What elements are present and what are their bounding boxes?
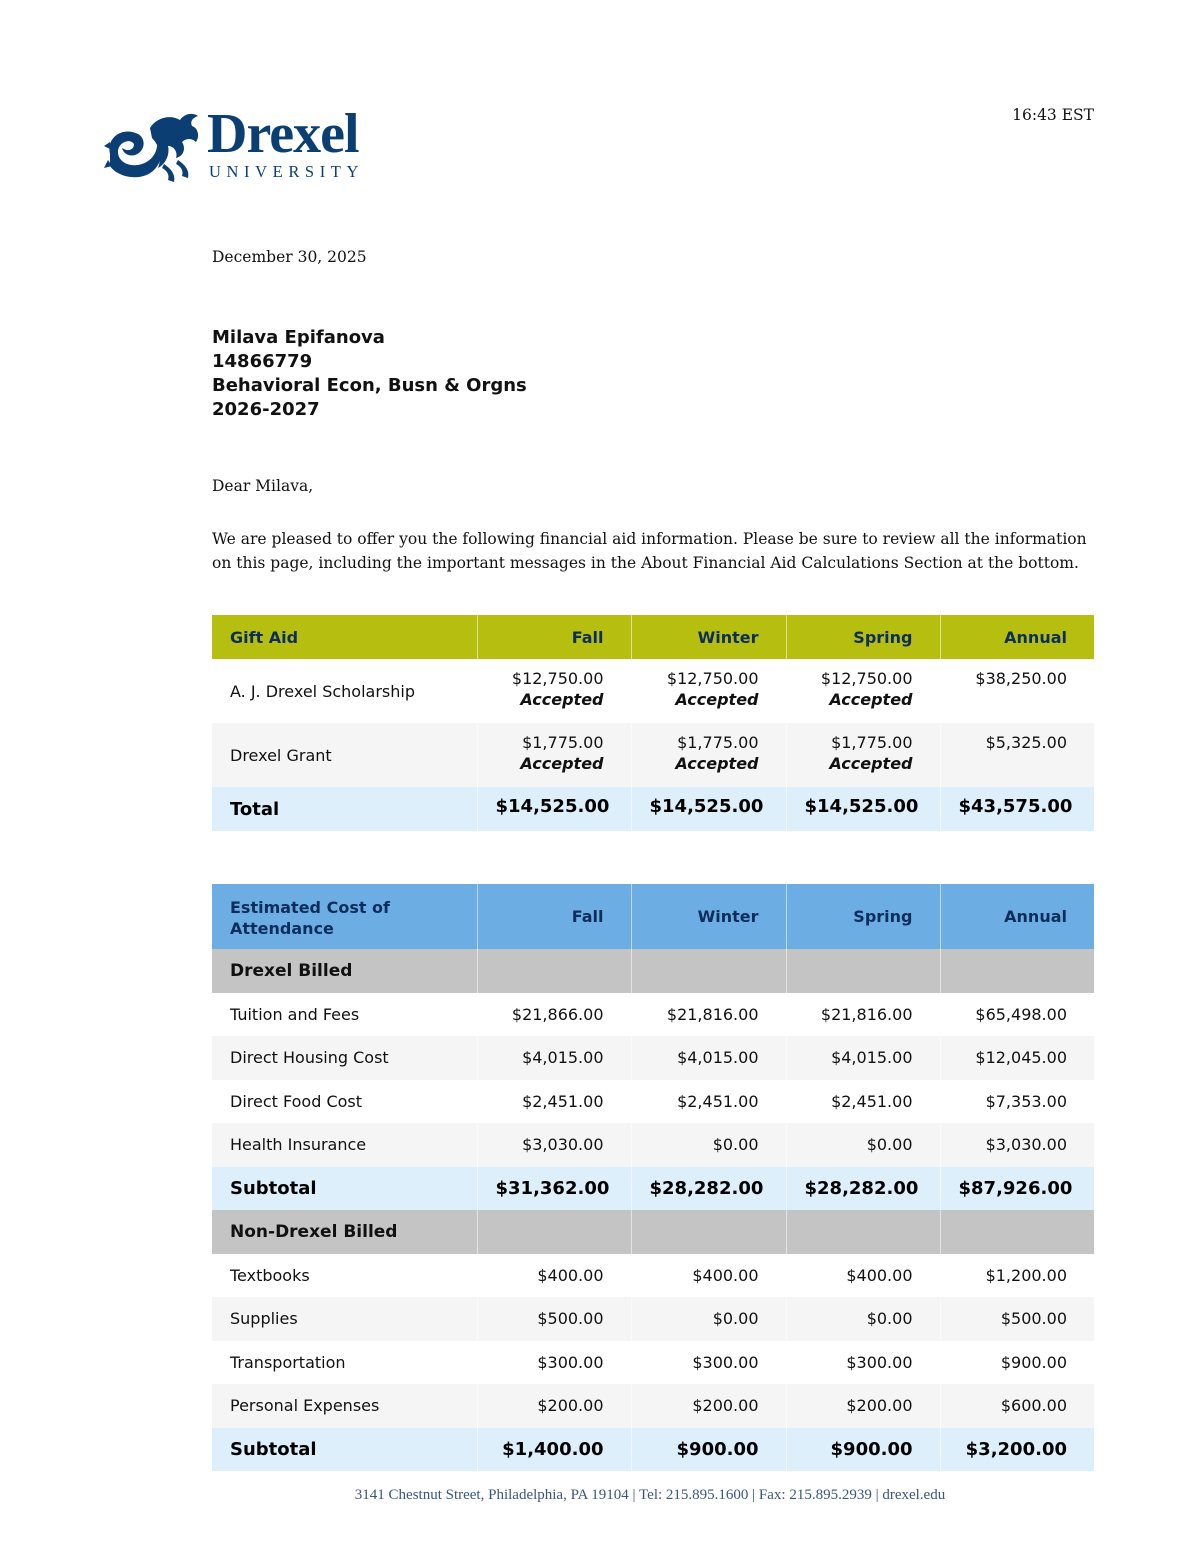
- winter-cell: $300.00: [631, 1341, 786, 1385]
- table-row: [212, 1341, 1094, 1385]
- annual-cell: $3,030.00: [985, 1135, 1067, 1155]
- winter-cell: [631, 659, 786, 723]
- subtotal-annual: $87,926.00: [958, 1177, 1073, 1199]
- student-id: 14866779: [212, 351, 313, 372]
- logo-subtext: UNIVERSITY: [209, 162, 364, 181]
- subtotal-winter: $28,282.00: [631, 1167, 786, 1211]
- spring-cell: $0.00: [786, 1123, 940, 1167]
- table-row: [212, 1297, 1094, 1341]
- status: Accepted: [675, 690, 759, 709]
- subtotal-row: [212, 1428, 1094, 1472]
- fall-header: Fall: [477, 615, 631, 659]
- gift-aid-header-row: [212, 615, 1094, 659]
- total-spring: $14,525.00: [786, 787, 940, 831]
- spring-cell: [786, 723, 940, 787]
- table-row: [212, 659, 1094, 723]
- fall-cell: $300.00: [477, 1341, 631, 1385]
- spring-cell: $21,816.00: [786, 993, 940, 1037]
- drexel-logo: [104, 103, 388, 186]
- spring-cell: $0.00: [786, 1297, 940, 1341]
- section-title: Drexel Billed: [212, 949, 477, 993]
- winter-header: Winter: [631, 615, 786, 659]
- fall-cell: [477, 659, 631, 723]
- recipient-name: Milava Epifanova: [212, 327, 385, 348]
- status: Accepted: [675, 754, 759, 773]
- winter-cell: $2,451.00: [631, 1080, 786, 1124]
- fall-cell: $2,451.00: [477, 1080, 631, 1124]
- footer-address: 3141 Chestnut Street, Philadelphia, PA 19104 | Tel: 215.895.1600 | Fax: 215.895.2939 | drexel.edu: [354, 1487, 946, 1503]
- program-name: Behavioral Econ, Busn & Orgns: [212, 375, 527, 396]
- table-row: [212, 1080, 1094, 1124]
- status: Accepted: [829, 754, 913, 773]
- table-row: [212, 1254, 1094, 1298]
- total-winter: $14,525.00: [631, 787, 786, 831]
- table-row: [212, 993, 1094, 1037]
- amount: $5,325.00: [985, 733, 1067, 752]
- annual-cell: $12,045.00: [975, 1048, 1067, 1068]
- annual-header: Annual: [1004, 907, 1067, 926]
- spring-cell: [786, 659, 940, 723]
- spring-cell: $200.00: [786, 1384, 940, 1428]
- winter-cell: [631, 723, 786, 787]
- annual-cell: $600.00: [1000, 1396, 1067, 1416]
- annual-cell: $900.00: [1000, 1352, 1067, 1372]
- total-fall: $14,525.00: [477, 787, 631, 831]
- timestamp: 16:43 EST: [1012, 106, 1094, 124]
- fall-cell: $400.00: [477, 1254, 631, 1298]
- amount: $1,775.00: [831, 733, 913, 752]
- logo-wordmark: Drexel: [207, 103, 359, 165]
- greeting: Dear Milava,: [212, 477, 314, 495]
- cost-label: Health Insurance: [212, 1123, 477, 1167]
- fall-cell: $3,030.00: [477, 1123, 631, 1167]
- section-title: Non-Drexel Billed: [212, 1210, 477, 1254]
- winter-cell: $0.00: [631, 1123, 786, 1167]
- cost-label: Direct Housing Cost: [212, 1036, 477, 1080]
- spring-header: Spring: [786, 615, 940, 659]
- amount: $12,750.00: [511, 669, 604, 688]
- letter-date: December 30, 2025: [212, 248, 367, 266]
- table-row: [212, 1123, 1094, 1167]
- total-label: Total: [212, 787, 477, 831]
- cost-label: Tuition and Fees: [212, 993, 477, 1037]
- table-row: [212, 1384, 1094, 1428]
- spring-header: Spring: [786, 884, 940, 949]
- amount: $1,775.00: [677, 733, 759, 752]
- fall-cell: $200.00: [477, 1384, 631, 1428]
- cost-of-attendance-table: [212, 884, 1094, 1471]
- aid-year: 2026-2027: [212, 399, 320, 420]
- cost-header: Estimated Cost of Attendance: [212, 884, 477, 949]
- subtotal-label: Subtotal: [212, 1167, 477, 1211]
- fall-cell: $21,866.00: [477, 993, 631, 1037]
- cost-header-row: [212, 884, 1094, 949]
- table-row: [212, 723, 1094, 787]
- aid-label: A. J. Drexel Scholarship: [212, 659, 477, 723]
- amount: $12,750.00: [666, 669, 759, 688]
- recipient-block: [212, 326, 527, 422]
- annual-cell: [940, 659, 1094, 723]
- annual-cell: $500.00: [1000, 1309, 1067, 1329]
- annual-cell: $65,498.00: [975, 1004, 1067, 1024]
- total-row: [212, 787, 1094, 831]
- subtotal-fall: $1,400.00: [477, 1428, 631, 1472]
- fall-cell: $4,015.00: [477, 1036, 631, 1080]
- annual-cell: [940, 723, 1094, 787]
- subtotal-spring: $28,282.00: [786, 1167, 940, 1211]
- subtotal-winter: $900.00: [631, 1428, 786, 1472]
- cost-label: Transportation: [212, 1341, 477, 1385]
- winter-cell: $0.00: [631, 1297, 786, 1341]
- amount: $1,775.00: [522, 733, 604, 752]
- winter-header: Winter: [631, 884, 786, 949]
- cost-label: Textbooks: [212, 1254, 477, 1298]
- winter-cell: $400.00: [631, 1254, 786, 1298]
- spring-cell: $4,015.00: [786, 1036, 940, 1080]
- section-row-drexel-billed: [212, 949, 1094, 993]
- annual-cell: $7,353.00: [985, 1091, 1067, 1111]
- table-row: [212, 1036, 1094, 1080]
- cost-label: Direct Food Cost: [212, 1080, 477, 1124]
- total-annual: $43,575.00: [958, 796, 1073, 817]
- dragon-icon: [104, 108, 204, 184]
- intro-paragraph: We are pleased to offer you the following financial aid information. Please be sure to review all the information on this page, including the important messages in the About Financial Aid Calculations Section at the bottom.: [212, 530, 1087, 572]
- annual-header: Annual: [1004, 627, 1067, 647]
- spring-cell: $2,451.00: [786, 1080, 940, 1124]
- subtotal-label: Subtotal: [212, 1428, 477, 1472]
- subtotal-spring: $900.00: [786, 1428, 940, 1472]
- cost-label: Personal Expenses: [212, 1384, 477, 1428]
- annual-cell: $1,200.00: [985, 1265, 1067, 1285]
- section-row-non-drexel-billed: [212, 1210, 1094, 1254]
- winter-cell: $4,015.00: [631, 1036, 786, 1080]
- aid-label: Drexel Grant: [212, 723, 477, 787]
- subtotal-annual: $3,200.00: [965, 1438, 1067, 1460]
- amount: $12,750.00: [820, 669, 913, 688]
- amount: $38,250.00: [975, 669, 1067, 688]
- winter-cell: $21,816.00: [631, 993, 786, 1037]
- gift-aid-header: Gift Aid: [212, 615, 477, 659]
- spring-cell: $300.00: [786, 1341, 940, 1385]
- subtotal-row: [212, 1167, 1094, 1211]
- fall-header: Fall: [477, 884, 631, 949]
- spring-cell: $400.00: [786, 1254, 940, 1298]
- fall-cell: $500.00: [477, 1297, 631, 1341]
- fall-cell: [477, 723, 631, 787]
- status: Accepted: [520, 754, 604, 773]
- status: Accepted: [520, 690, 604, 709]
- subtotal-fall: $31,362.00: [477, 1167, 631, 1211]
- status: Accepted: [829, 690, 913, 709]
- cost-label: Supplies: [212, 1297, 477, 1341]
- winter-cell: $200.00: [631, 1384, 786, 1428]
- gift-aid-table: [212, 615, 1094, 831]
